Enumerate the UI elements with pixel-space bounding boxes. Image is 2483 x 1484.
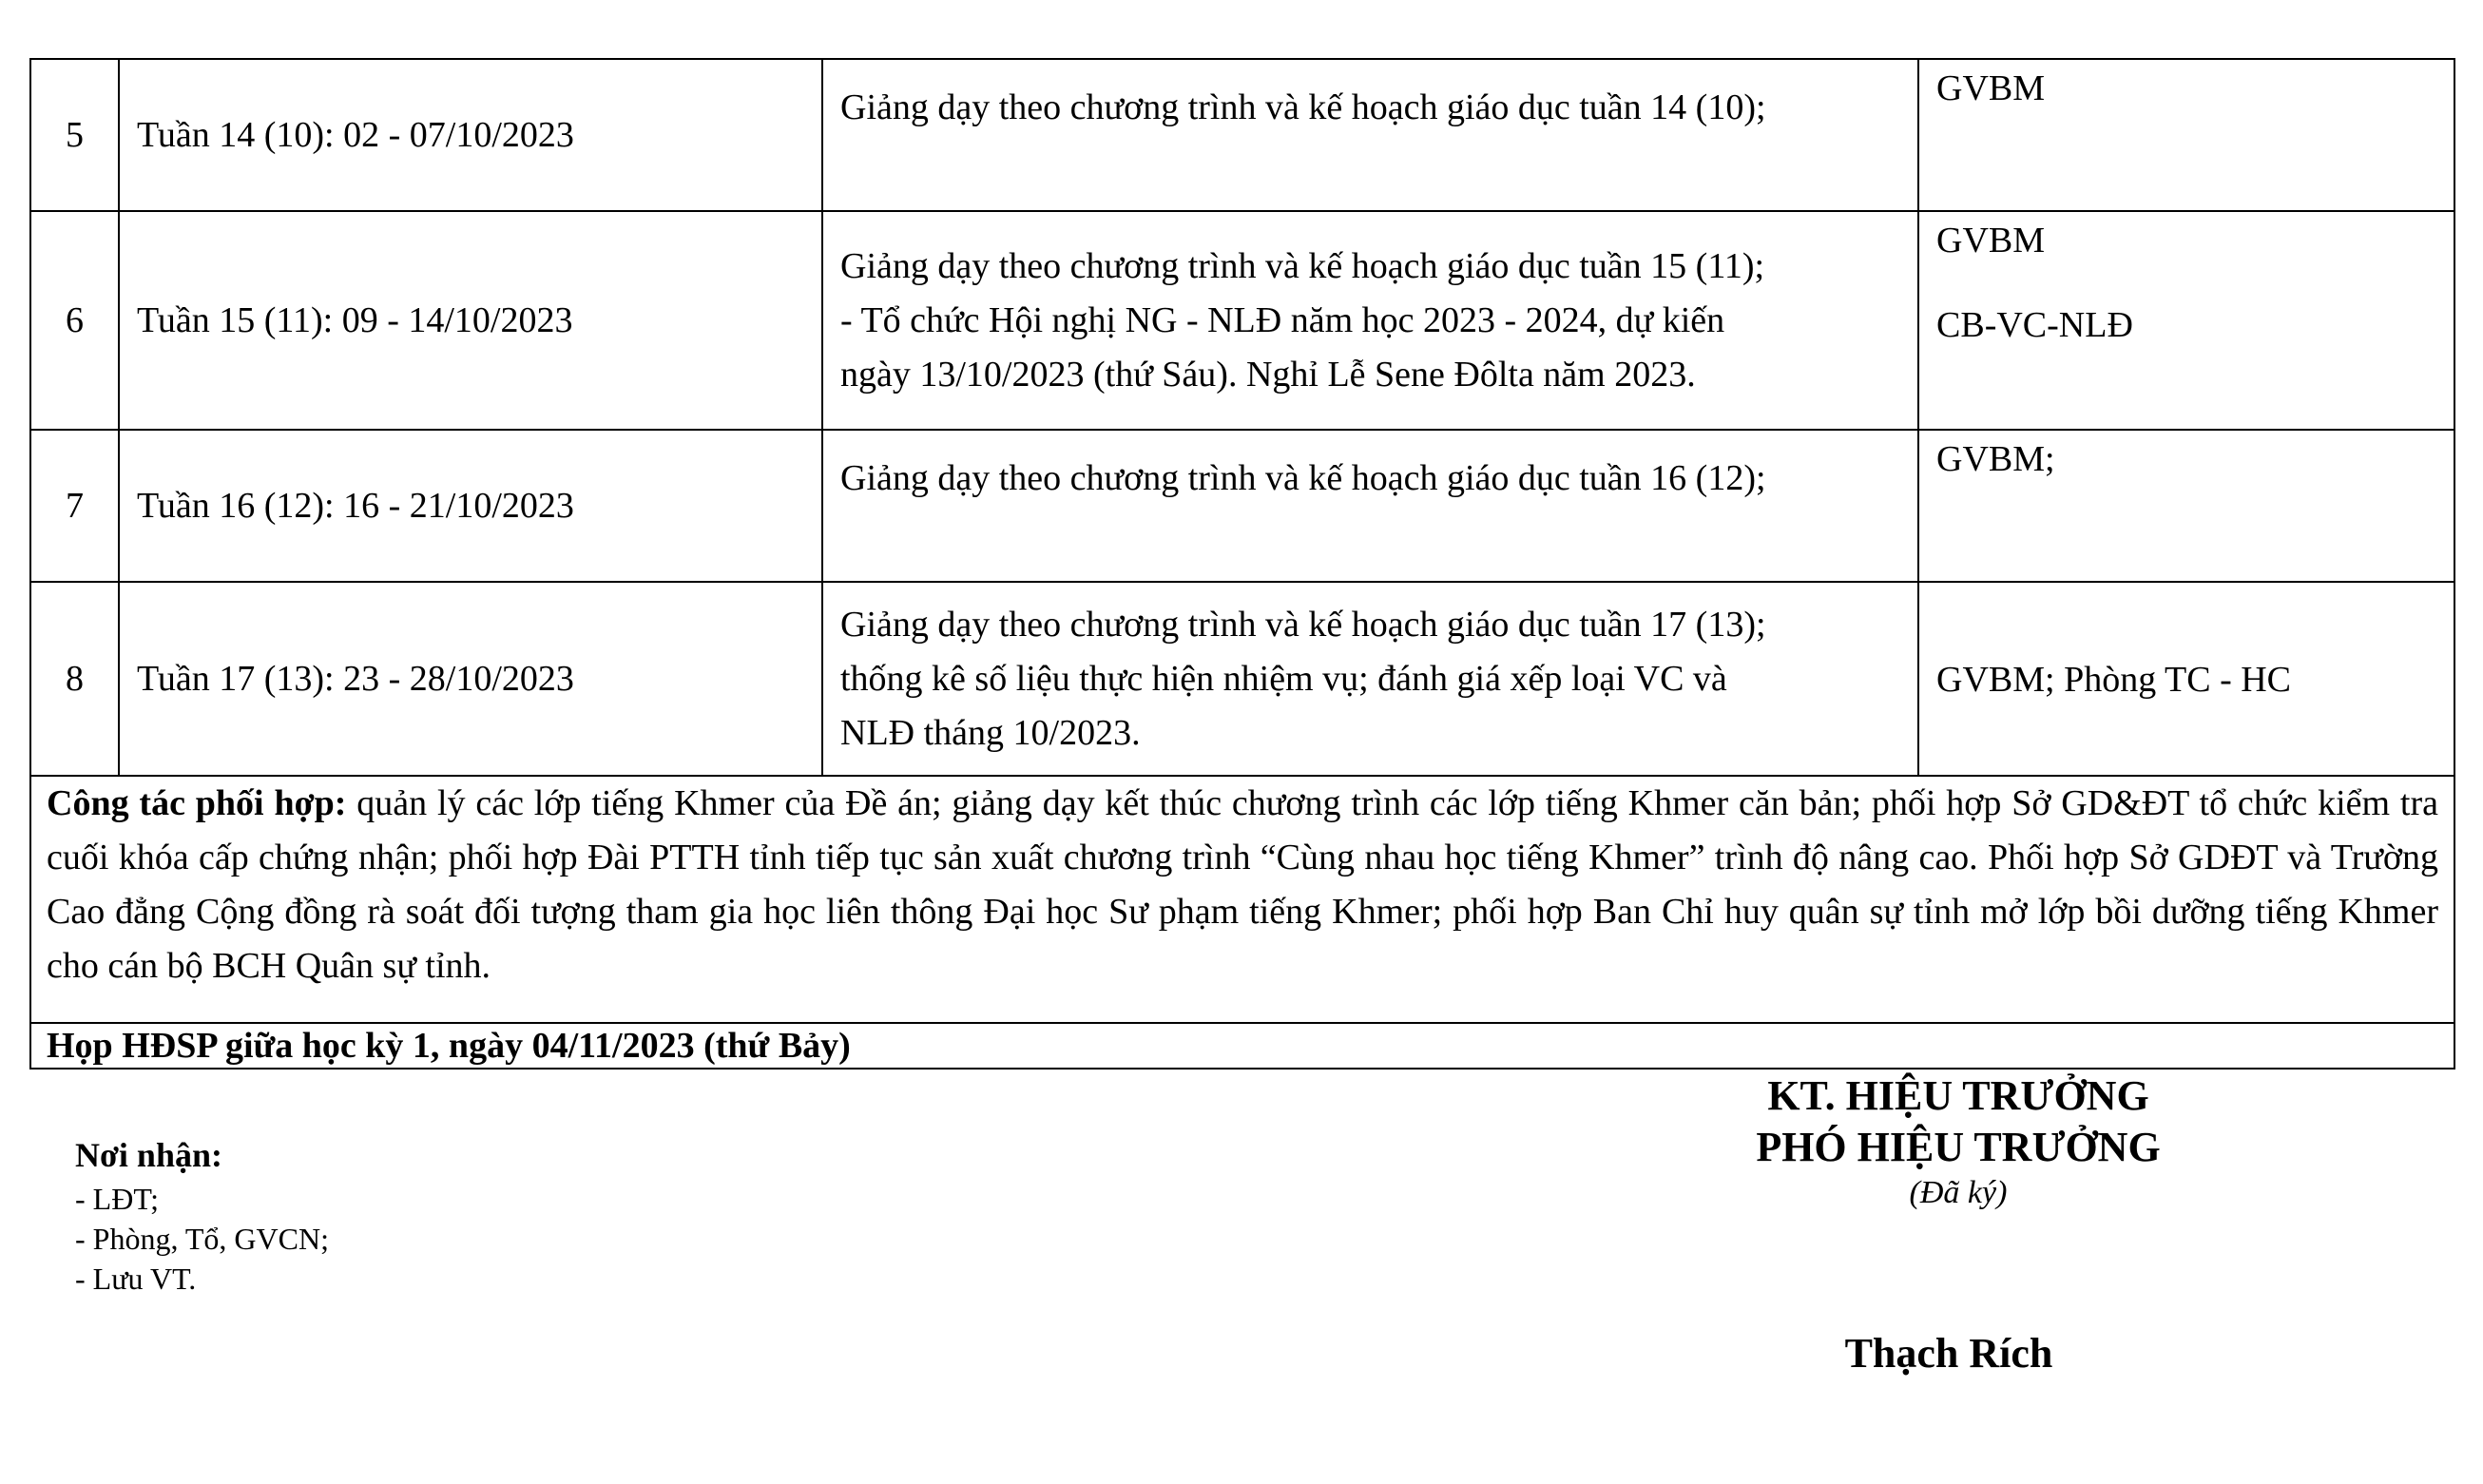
responsible-line: GVBM [1936,68,2046,108]
task-line: thống kê số liệu thực hiện nhiệm vụ; đánh giá xếp loại VC và [840,658,1727,699]
table-row [30,582,2454,776]
task-line: Giảng dạy theo chương trình và kế hoạch giáo dục tuần 17 (13); [840,604,1766,645]
recipient-item: - Phòng, Tổ, GVCN; [75,1222,329,1256]
task-cell [822,582,1918,776]
table-row [30,430,2454,582]
task-line: Giảng dạy theo chương trình và kế hoạch giáo dục tuần 16 (12); [840,458,1766,498]
coordination-text: quản lý các lớp tiếng Khmer của Đề án; giảng dạy kết thúc chương trình các lớp tiếng Khmer căn bản; phối hợp Sở GD&ĐT tổ chức kiểm tra cuối khóa cấp chứng nhận; phối hợp Đài PTTH tỉnh tiếp tục sản xuất chương trình “Cùng nhau học tiếng Khmer” trình độ nâng cao. Phối hợp Sở GDĐT và Trường Cao đẳng Cộng đồng rà soát đối tượng tham gia học liên thông Đại học Sư phạm tiếng Khmer; phối hợp Ban Chỉ huy quân sự tỉnh mở lớp bồi dưỡng tiếng Khmer cho cán bộ BCH Quân sự tỉnh. [47,783,2438,986]
week-cell: Tuần 17 (13): 23 - 28/10/2023 [119,582,822,776]
signature-title-1: KT. HIỆU TRƯỞNG [1767,1072,2149,1119]
recipient-item: - Lưu VT. [75,1262,197,1296]
week-cell: Tuần 15 (11): 09 - 14/10/2023 [119,211,822,430]
task-line: Giảng dạy theo chương trình và kế hoạch giáo dục tuần 15 (11); [840,245,1765,286]
row-number: 6 [30,211,119,430]
responsible-line: GVBM [1936,221,2046,260]
responsible-cell [1918,59,2454,211]
responsible-line: CB-VC-NLĐ [1936,305,2133,345]
week-cell: Tuần 16 (12): 16 - 21/10/2023 [119,430,822,582]
signature-title-2: PHÓ HIỆU TRƯỞNG [1756,1124,2161,1170]
signer-name: Thạch Rích [1844,1330,2053,1377]
table-row [30,59,2454,211]
responsible-line: GVBM; Phòng TC - HC [1936,659,2292,700]
coordination-cell [30,776,2454,1023]
row-number: 5 [30,59,119,211]
signed-note: (Đã ký) [1909,1175,2008,1210]
task-line: NLĐ tháng 10/2023. [840,712,1141,753]
task-cell [822,59,1918,211]
week-cell: Tuần 14 (10): 02 - 07/10/2023 [119,59,822,211]
task-line: - Tổ chức Hội nghị NG - NLĐ năm học 2023 - 2024, dự kiến [840,299,1725,340]
recipients-block [75,1131,329,1299]
coordination-row [30,776,2454,1023]
task-line: Giảng dạy theo chương trình và kế hoạch giáo dục tuần 14 (10); [840,87,1766,127]
responsible-cell [1918,430,2454,582]
task-line: ngày 13/10/2023 (thứ Sáu). Nghỉ Lễ Sene Đôlta năm 2023. [840,354,1696,395]
meeting-row [30,1023,2454,1069]
schedule-table [29,58,2455,1070]
table-row [30,211,2454,430]
row-number: 7 [30,430,119,582]
recipient-item: - LĐT; [75,1182,159,1216]
coordination-label: Công tác phối hợp: [47,783,347,823]
task-cell [822,430,1918,582]
row-number: 8 [30,582,119,776]
recipients-title: Nơi nhận: [75,1136,222,1174]
responsible-cell [1918,211,2454,430]
responsible-line: GVBM; [1936,439,2055,479]
meeting-cell: Họp HĐSP giữa học kỳ 1, ngày 04/11/2023 (thứ Bảy) [30,1023,2454,1069]
responsible-cell [1918,582,2454,776]
signature-block [1654,1070,2262,1213]
task-cell [822,211,1918,430]
